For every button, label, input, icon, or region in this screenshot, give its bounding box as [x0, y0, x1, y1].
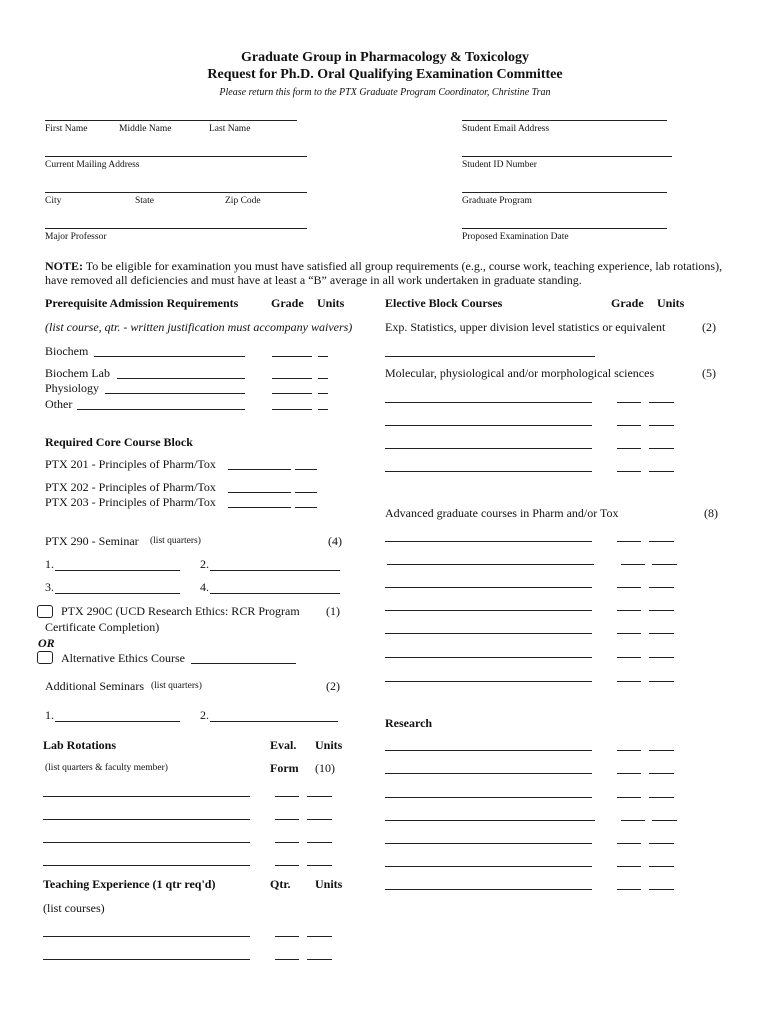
advanced-units-line[interactable]	[649, 633, 674, 634]
stats-label: Exp. Statistics, upper division level statistics or equivalent	[385, 320, 666, 334]
molecular-label: Molecular, physiological and/or morphological sciences	[385, 366, 655, 380]
research-grade-line[interactable]	[617, 889, 641, 890]
add-seminar-1-number: 1.	[45, 708, 54, 722]
lab-units-line[interactable]	[307, 842, 332, 843]
ptx290-hint: (list quarters)	[150, 536, 201, 546]
ptx290-units: (4)	[328, 534, 342, 548]
molecular-grade-line[interactable]	[617, 471, 641, 472]
teaching-qtr-header: Qtr.	[270, 877, 291, 891]
advanced-units-line[interactable]	[649, 657, 674, 658]
alt-ethics-label: Alternative Ethics Course	[61, 651, 185, 665]
lab-units-header: Units	[315, 738, 343, 752]
lab-rotation-line[interactable]	[43, 796, 250, 797]
lab-eval-line[interactable]	[275, 842, 299, 843]
add-seminar-2-line[interactable]	[210, 721, 338, 722]
molecular-course-line[interactable]	[385, 448, 592, 449]
advanced-grade-line[interactable]	[617, 541, 641, 542]
ptx290c-units: (1)	[326, 604, 340, 618]
research-units-line[interactable]	[649, 750, 674, 751]
graduate-program-label: Graduate Program	[462, 196, 532, 206]
advanced-grade-line[interactable]	[617, 681, 641, 682]
return-instructions: Please return this form to the PTX Graduate Program Coordinator, Christine Tran	[219, 87, 551, 98]
ptx202-units-line[interactable]	[295, 492, 317, 493]
advanced-label: Advanced graduate courses in Pharm and/or Tox	[385, 506, 619, 520]
teaching-units-header: Units	[315, 877, 343, 891]
advanced-course-line[interactable]	[385, 633, 592, 634]
add-seminars-label: Additional Seminars	[45, 679, 144, 693]
city-label: City	[45, 196, 62, 206]
physiology-units-line[interactable]	[318, 393, 328, 394]
research-units-line[interactable]	[652, 820, 677, 821]
email-label: Student Email Address	[462, 124, 550, 134]
molecular-units-line[interactable]	[649, 471, 674, 472]
advanced-grade-line[interactable]	[617, 657, 641, 658]
ptx290c-label: PTX 290C (UCD Research Ethics: RCR Program	[61, 604, 300, 618]
advanced-units-line[interactable]	[649, 587, 674, 588]
advanced-course-line[interactable]	[385, 657, 592, 658]
lab-rotations-heading: Lab Rotations	[43, 738, 117, 752]
advanced-course-line[interactable]	[385, 681, 592, 682]
advanced-units-line[interactable]	[649, 681, 674, 682]
seminar-2-line[interactable]	[210, 570, 340, 571]
biochem-lab-line[interactable]	[117, 378, 245, 379]
exam-date-label: Proposed Examination Date	[462, 232, 569, 242]
research-grade-line[interactable]	[617, 750, 641, 751]
mailing-line[interactable]	[45, 156, 307, 157]
research-grade-line[interactable]	[621, 820, 645, 821]
alt-ethics-checkbox[interactable]	[37, 651, 53, 664]
elective-units-header: Units	[657, 296, 685, 310]
note-label: NOTE:	[45, 259, 84, 273]
other-label: Other	[45, 397, 73, 411]
lab-units-line[interactable]	[307, 819, 332, 820]
prereq-hint: (list course, qtr. - written justification must accompany waivers)	[45, 320, 353, 334]
stats-course-line[interactable]	[385, 356, 595, 357]
seminar-3-line[interactable]	[55, 593, 180, 594]
professor-line[interactable]	[45, 228, 307, 229]
research-units-line[interactable]	[649, 866, 674, 867]
ptx201-units-line[interactable]	[295, 469, 317, 470]
lab-eval-line[interactable]	[275, 819, 299, 820]
research-units-line[interactable]	[649, 889, 674, 890]
state-label: State	[135, 196, 154, 206]
advanced-grade-line[interactable]	[617, 587, 641, 588]
molecular-units-line[interactable]	[649, 448, 674, 449]
biochem-units-line[interactable]	[318, 356, 328, 357]
physiology-grade-line[interactable]	[272, 393, 312, 394]
molecular-course-line[interactable]	[385, 425, 592, 426]
email-line[interactable]	[462, 120, 667, 121]
research-course-line[interactable]	[385, 797, 592, 798]
advanced-units-line[interactable]	[649, 541, 674, 542]
research-course-line[interactable]	[385, 820, 595, 821]
ptx203-line[interactable]	[228, 507, 291, 508]
seminar-1-line[interactable]	[55, 570, 180, 571]
biochem-label: Biochem	[45, 344, 89, 358]
molecular-course-line[interactable]	[385, 402, 592, 403]
biochem-grade-line[interactable]	[272, 356, 312, 357]
ptx202-line[interactable]	[228, 492, 291, 493]
advanced-course-line[interactable]	[385, 610, 592, 611]
physiology-line[interactable]	[105, 393, 245, 394]
advanced-course-line[interactable]	[385, 587, 592, 588]
ptx290-label: PTX 290 - Seminar	[45, 534, 139, 548]
or-label: OR	[38, 636, 55, 650]
seminar-1-number: 1.	[45, 557, 54, 571]
student-id-label: Student ID Number	[462, 160, 537, 170]
prereq-grade-header: Grade	[271, 296, 304, 310]
program-line[interactable]	[462, 192, 667, 193]
alt-ethics-line[interactable]	[191, 663, 296, 664]
prereq-units-header: Units	[317, 296, 345, 310]
molecular-units-line[interactable]	[649, 402, 674, 403]
first-name-label: First Name	[45, 124, 88, 134]
ptx290c-checkbox[interactable]	[37, 605, 53, 618]
research-course-line[interactable]	[385, 773, 592, 774]
advanced-units: (8)	[704, 506, 718, 520]
mailing-address-label: Current Mailing Address	[45, 160, 140, 170]
research-heading: Research	[385, 716, 433, 730]
research-grade-line[interactable]	[617, 797, 641, 798]
biochem-line[interactable]	[94, 356, 245, 357]
research-course-line[interactable]	[385, 866, 592, 867]
seminar-4-number: 4.	[200, 580, 209, 594]
advanced-units-line[interactable]	[652, 564, 677, 565]
teaching-course-line[interactable]	[43, 959, 250, 960]
ptx202-label: PTX 202 - Principles of Pharm/Tox	[45, 480, 216, 494]
biochem-lab-grade-line[interactable]	[272, 378, 312, 379]
add-seminars-hint: (list quarters)	[151, 681, 202, 691]
ptx203-units-line[interactable]	[295, 507, 317, 508]
other-grade-line[interactable]	[272, 409, 312, 410]
advanced-course-line[interactable]	[385, 541, 592, 542]
lab-form-label: Form	[270, 761, 299, 775]
advanced-units-line[interactable]	[649, 610, 674, 611]
advanced-grade-line[interactable]	[617, 610, 641, 611]
eligibility-note	[45, 259, 735, 287]
advanced-grade-line[interactable]	[621, 564, 645, 565]
lab-eval-line[interactable]	[275, 796, 299, 797]
ptx203-label: PTX 203 - Principles of Pharm/Tox	[45, 495, 216, 509]
advanced-grade-line[interactable]	[617, 633, 641, 634]
seminar-3-number: 3.	[45, 580, 54, 594]
lab-eval-header: Eval.	[270, 738, 297, 752]
research-course-line[interactable]	[385, 889, 592, 890]
lab-rotation-line[interactable]	[43, 819, 250, 820]
molecular-units: (5)	[702, 366, 716, 380]
molecular-course-line[interactable]	[385, 471, 592, 472]
exam-date-line[interactable]	[462, 228, 667, 229]
research-grade-line[interactable]	[617, 843, 641, 844]
biochem-lab-label: Biochem Lab	[45, 366, 110, 380]
form-title: Graduate Group in Pharmacology & Toxicology	[241, 50, 529, 65]
research-course-line[interactable]	[385, 843, 592, 844]
research-units-line[interactable]	[649, 843, 674, 844]
add-seminar-1-line[interactable]	[55, 721, 180, 722]
add-seminars-units: (2)	[326, 679, 340, 693]
research-units-line[interactable]	[649, 773, 674, 774]
teaching-hint: (list courses)	[43, 901, 105, 915]
molecular-grade-line[interactable]	[617, 402, 641, 403]
teaching-qtr-line[interactable]	[275, 959, 299, 960]
elective-grade-header: Grade	[611, 296, 644, 310]
lab-rotation-line[interactable]	[43, 842, 250, 843]
middle-name-label: Middle Name	[119, 124, 172, 134]
molecular-grade-line[interactable]	[617, 425, 641, 426]
teaching-heading: Teaching Experience (1 qtr req'd)	[43, 877, 216, 891]
last-name-label: Last Name	[209, 124, 251, 134]
research-grade-line[interactable]	[617, 866, 641, 867]
lab-units-line[interactable]	[307, 865, 332, 866]
lab-rotation-line[interactable]	[43, 865, 250, 866]
ptx290c-label-cont: Certificate Completion)	[45, 620, 160, 634]
prereq-heading: Prerequisite Admission Requirements	[45, 296, 239, 310]
research-units-line[interactable]	[649, 797, 674, 798]
note-text: To be eligible for examination you must have satisfied all group requirements (e.g., course work, teaching experience, lab rotations), have removed all deficiencies and must have at least a “B” average in all work undertaken in graduate standing.	[45, 259, 723, 287]
form-subtitle-request: Request for Ph.D. Oral Qualifying Examination Committee	[207, 67, 563, 82]
other-line[interactable]	[77, 409, 245, 410]
biochem-lab-units-line[interactable]	[318, 378, 328, 379]
advanced-course-line[interactable]	[387, 564, 594, 565]
research-grade-line[interactable]	[617, 773, 641, 774]
physiology-label: Physiology	[45, 381, 100, 395]
teaching-qtr-line[interactable]	[275, 936, 299, 937]
research-course-line[interactable]	[385, 750, 592, 751]
molecular-grade-line[interactable]	[617, 448, 641, 449]
other-units-line[interactable]	[318, 409, 328, 410]
city-line[interactable]	[45, 192, 307, 193]
seminar-4-line[interactable]	[210, 593, 340, 594]
seminar-2-number: 2.	[200, 557, 209, 571]
ptx201-line[interactable]	[228, 469, 291, 470]
teaching-units-line[interactable]	[307, 959, 332, 960]
zip-label: Zip Code	[225, 196, 261, 206]
lab-hint: (list quarters & faculty member)	[45, 763, 168, 773]
add-seminar-2-number: 2.	[200, 708, 209, 722]
name-line[interactable]	[45, 120, 297, 121]
molecular-units-line[interactable]	[649, 425, 674, 426]
stats-units: (2)	[702, 320, 716, 334]
major-professor-label: Major Professor	[45, 232, 107, 242]
lab-units-line[interactable]	[307, 796, 332, 797]
lab-units-value: (10)	[315, 761, 335, 775]
student-id-line[interactable]	[462, 156, 672, 157]
lab-eval-line[interactable]	[275, 865, 299, 866]
teaching-units-line[interactable]	[307, 936, 332, 937]
core-block-heading: Required Core Course Block	[45, 435, 193, 449]
ptx201-label: PTX 201 - Principles of Pharm/Tox	[45, 457, 216, 471]
teaching-course-line[interactable]	[43, 936, 250, 937]
elective-heading: Elective Block Courses	[385, 296, 503, 310]
